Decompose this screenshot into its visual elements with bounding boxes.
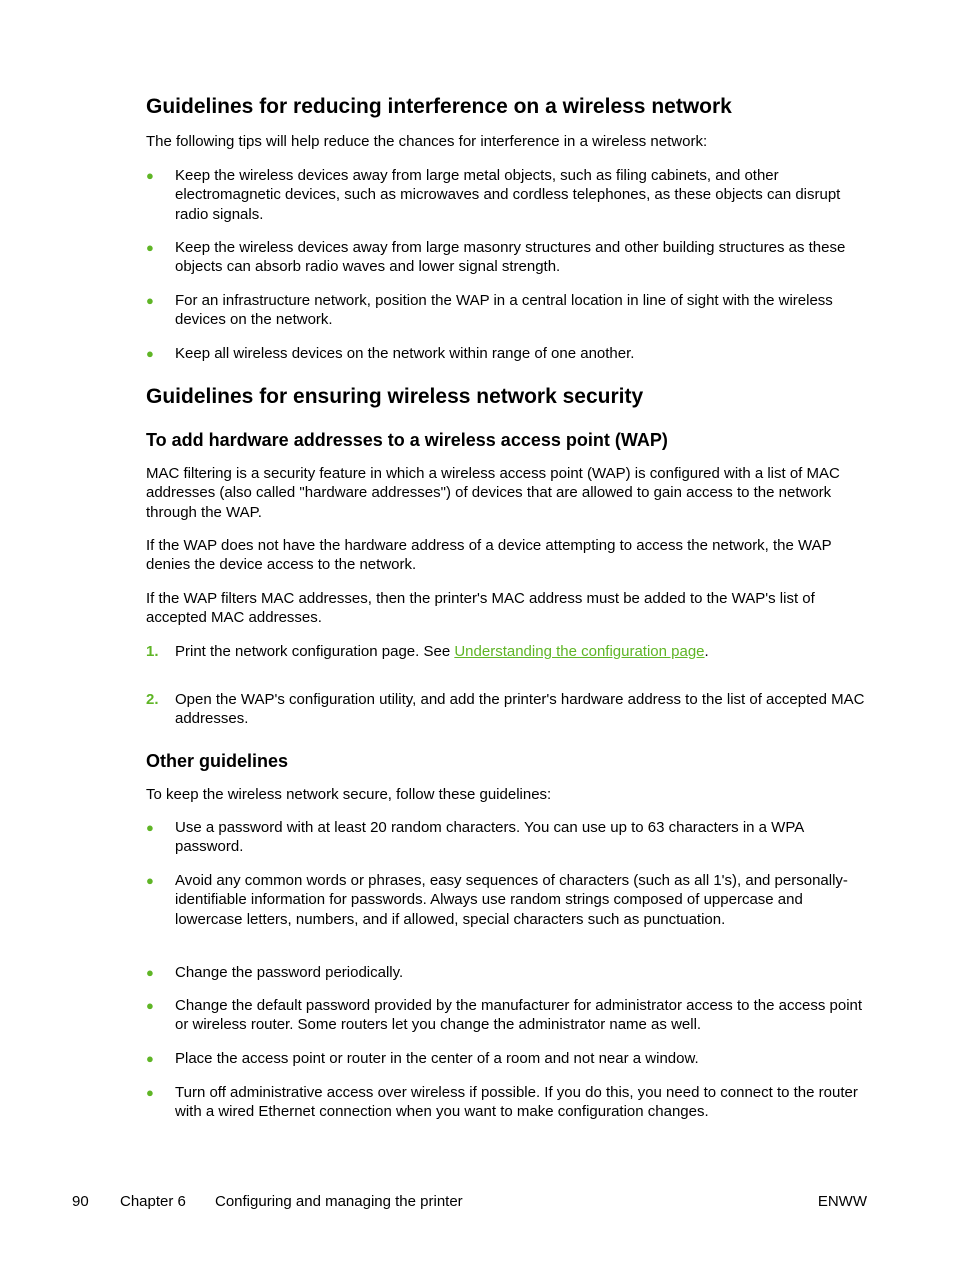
step-number: 2. [146,691,159,708]
list-item-text: Keep all wireless devices on the network within range of one another. [175,345,635,362]
list-item [146,871,865,929]
wap-denies-paragraph: If the WAP does not have the hardware address of a device attempting to access the network, the WAP denies the device access to the network. [146,537,832,574]
list-item [146,238,865,277]
step-text-end: . [704,643,709,660]
subsection-heading-other: Other guidelines [146,751,289,771]
step-text: Open the WAP's configuration utility, and add the printer's hardware address to the list of accepted MAC addresses. [175,691,865,728]
step-text: Print the network configuration page. See [175,643,455,660]
list-item-text: Turn off administrative access over wireless if possible. If you do this, you need to connect to the router with a wired Ethernet connection when you want to make configuration changes. [175,1084,858,1121]
configuration-page-link[interactable]: Understanding the configuration page [454,643,705,660]
interference-intro: The following tips will help reduce the chances for interference in a wireless network: [146,133,708,150]
bullet-icon: ● [146,293,154,308]
section-heading-security: Guidelines for ensuring wireless network security [146,385,644,408]
bullet-icon: ● [146,965,154,980]
list-item-text: Avoid any common words or phrases, easy sequences of characters (such as all 1's), and personally-identifiable information for passwords. Always use random strings composed of uppercase and lowercase letters, numbers, and if allowed, special characters such as punctuation. [175,872,848,928]
subsection-heading-wap: To add hardware addresses to a wireless access point (WAP) [146,430,668,450]
list-item [146,996,865,1035]
list-item [146,166,865,224]
bullet-icon: ● [146,998,154,1013]
list-item-text: For an infrastructure network, position the WAP in a central location in line of sight with the wireless devices on the network. [175,292,833,329]
edition-label: ENWW [817,1193,867,1210]
step-number: 1. [146,643,159,660]
other-guidelines-intro: To keep the wireless network secure, follow these guidelines: [146,786,552,803]
list-item [146,291,865,330]
bullet-icon: ● [146,1051,154,1066]
chapter-title: Configuring and managing the printer [215,1193,463,1210]
bullet-icon: ● [146,873,154,888]
list-item-text: Place the access point or router in the center of a room and not near a window. [175,1050,699,1067]
mac-filtering-paragraph: MAC filtering is a security feature in which a wireless access point (WAP) is configured with a list of MAC addresses (also called "hardware addresses") of devices that are allowed to gain access to the network through the WAP. [146,465,840,521]
bullet-icon: ● [146,820,154,835]
list-item [146,963,865,982]
list-item-text: Keep the wireless devices away from large masonry structures and other building structures as these objects can absorb radio waves and lower signal strength. [175,239,846,276]
list-item-text: Keep the wireless devices away from large metal objects, such as filing cabinets, and other electromagnetic devices, such as microwaves and cordless telephones, as these objects can disrupt radio signals. [175,167,841,223]
list-item [146,818,865,857]
list-item-text: Use a password with at least 20 random characters. You can use up to 63 characters in a WPA password. [175,819,804,856]
page-number: 90 [72,1193,89,1210]
bullet-icon: ● [146,240,154,255]
list-item [146,690,865,729]
bullet-icon: ● [146,168,154,183]
bullet-icon: ● [146,1085,154,1100]
list-item [146,344,865,363]
list-item-text: Change the default password provided by the manufacturer for administrator access to the access point or wireless router. Some routers let you change the administrator name as well. [175,997,863,1034]
section-heading-interference: Guidelines for reducing interference on a wireless network [146,95,732,118]
chapter-label: Chapter 6 [120,1193,186,1210]
bullet-icon: ● [146,346,154,361]
wap-filters-paragraph: If the WAP filters MAC addresses, then the printer's MAC address must be added to the WAP's list of accepted MAC addresses. [146,590,815,627]
list-item [146,1049,865,1068]
list-item [146,1083,865,1122]
list-item-text: Change the password periodically. [175,964,404,981]
list-item [146,642,865,661]
